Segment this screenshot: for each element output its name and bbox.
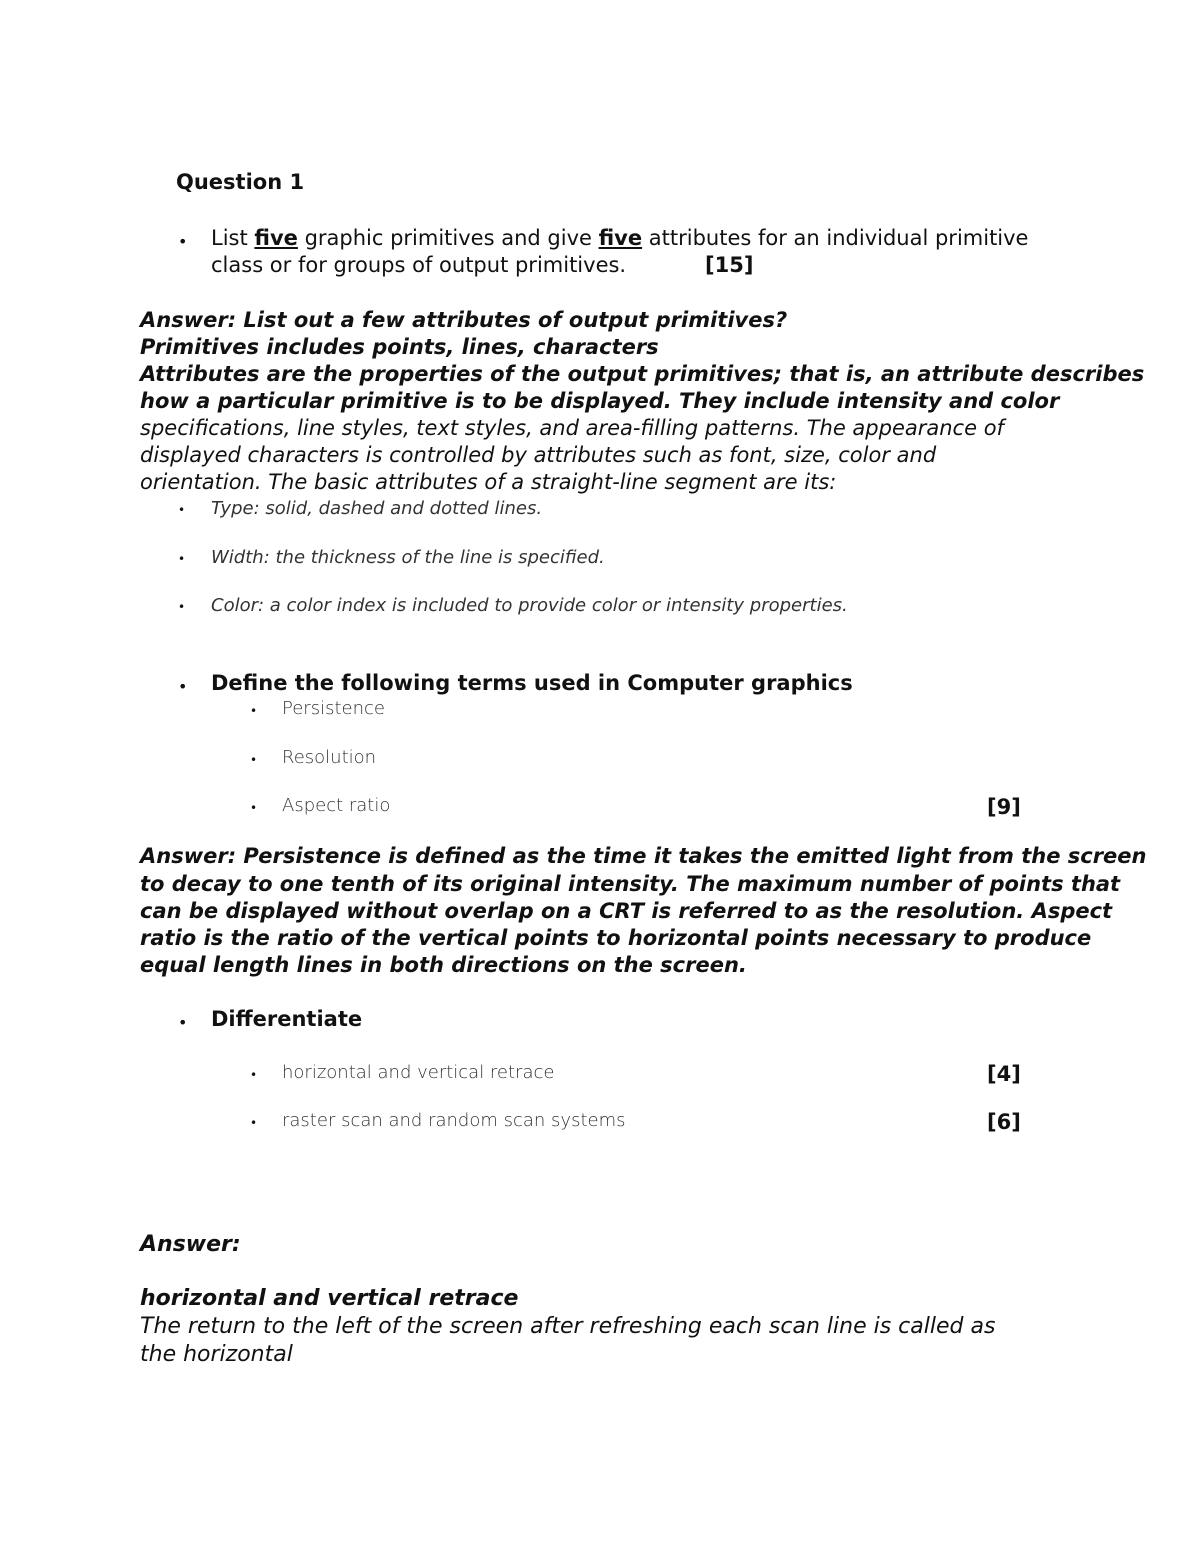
answer-2-line: equal length lines in both directions on the screen. <box>140 953 747 977</box>
q1-mid: graphic primitives and give <box>297 226 599 250</box>
bullet-icon: • <box>178 1013 188 1032</box>
answer-1-line: how a particular primitive is to be displayed. They include intensity and color <box>140 389 1060 413</box>
answer-3-heading: horizontal and vertical retrace <box>140 1286 519 1311</box>
answer-3-label: Answer: <box>140 1232 241 1257</box>
q2-item: Resolution <box>282 747 377 768</box>
bullet-icon: • <box>178 232 188 251</box>
q2-item: Aspect ratio <box>282 795 391 816</box>
bullet-icon: • <box>178 600 186 614</box>
question-title: Question 1 <box>176 170 305 194</box>
q1-pre: List <box>211 226 255 250</box>
q1-five-b: five <box>598 226 643 250</box>
bullet-icon: • <box>178 552 186 566</box>
answer-2-line: to decay to one tenth of its original intensity. The maximum number of points that <box>140 872 1121 896</box>
bullet-icon: • <box>250 704 258 718</box>
answer-1-line: Attributes are the properties of the output primitives; that is, an attribute describes <box>140 362 1145 386</box>
question-2-marks: [9] <box>987 795 1021 819</box>
bullet-icon: • <box>178 503 186 517</box>
bullet-icon: • <box>250 1068 258 1082</box>
answer-2-line: ratio is the ratio of the vertical points to horizontal points necessary to produce <box>140 926 1092 950</box>
answer-1-item: Type: solid, dashed and dotted lines. <box>211 498 543 519</box>
bullet-icon: • <box>250 753 258 767</box>
q1-post: attributes for an individual primitive <box>642 226 1029 250</box>
answer-1-item: Color: a color index is included to provide color or intensity properties. <box>211 595 848 616</box>
bullet-icon: • <box>250 1116 258 1130</box>
answer-2-line: Answer: Persistence is defined as the time it takes the emitted light from the screen <box>140 844 1147 868</box>
answer-1-item: Width: the thickness of the line is specified. <box>211 547 605 568</box>
q3-item: raster scan and random scan systems <box>282 1110 626 1131</box>
question-3-label: Differentiate <box>211 1007 363 1031</box>
answer-3-line: The return to the left of the screen after refreshing each scan line is called as <box>140 1314 996 1339</box>
bullet-icon: • <box>178 677 188 696</box>
question-1-line-2: class or for groups of output primitives. <box>211 253 627 277</box>
q3-item-marks: [6] <box>987 1110 1021 1134</box>
answer-1-line: Primitives includes points, lines, characters <box>140 335 659 359</box>
question-1-marks: [15] <box>705 253 754 277</box>
answer-1-line: displayed characters is controlled by attributes such as font, size, color and <box>140 443 937 467</box>
answer-1-line: Answer: List out a few attributes of output primitives? <box>140 308 788 332</box>
q3-item-marks: [4] <box>987 1062 1021 1086</box>
q2-item: Persistence <box>282 698 385 719</box>
answer-1-line: orientation. The basic attributes of a straight-line segment are its: <box>140 470 837 494</box>
question-2-label: Define the following terms used in Computer graphics <box>211 671 853 695</box>
question-1-line-1 <box>211 226 1028 250</box>
answer-3-line: the horizontal <box>140 1342 293 1367</box>
q3-item: horizontal and vertical retrace <box>282 1062 555 1083</box>
answer-2-line: can be displayed without overlap on a CRT is referred to as the resolution. Aspect <box>140 899 1113 923</box>
q1-five-a: five <box>254 226 298 250</box>
answer-1-line: specifications, line styles, text styles, and area-filling patterns. The appearance of <box>140 416 1004 440</box>
bullet-icon: • <box>250 801 258 815</box>
